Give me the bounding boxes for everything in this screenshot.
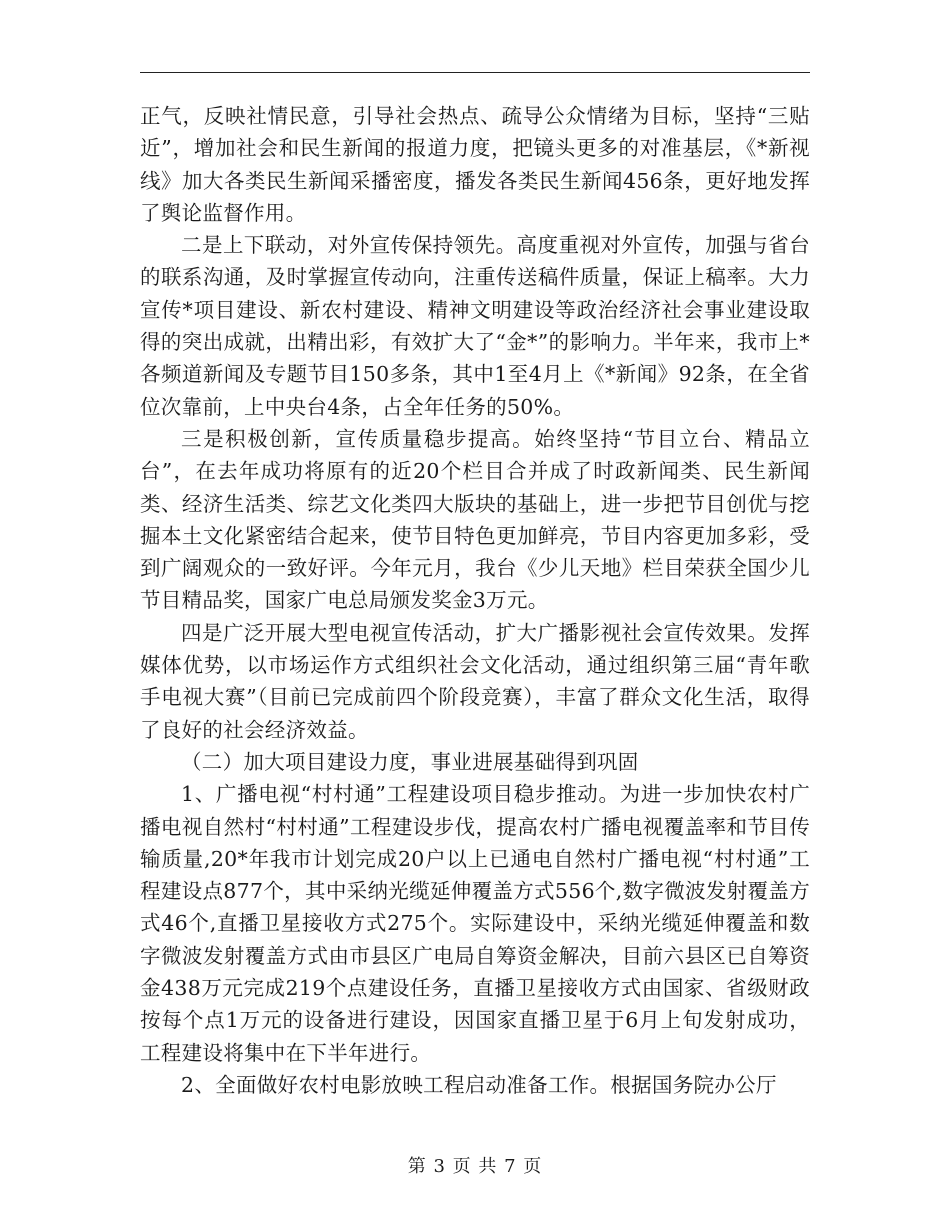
paragraph-continuation: 正气，反映社情民意，引导社会热点、疏导公众情绪为目标，坚持“三贴近”，增加社会和民生新闻的报道力度，把镜头更多的对准基层，《*新视线》加大各类民生新闻采播密度，播发各类民生新闻456条，更好地发挥了舆论监督作用。 [140, 104, 810, 225]
paragraph-innovation: 三是积极创新，宣传质量稳步提高。始终坚持“节目立台、精品立台”，在去年成功将原有的近20个栏目合并成了时政新闻类、民生新闻类、经济生活类、综艺文化类四大版块的基础上，进一步把节目创优与挖掘本土文化紧密结合起来，使节目特色更加鲜亮，节目内容更加多彩，受到广阔观众的一致好评。今年元月，我台《少儿天地》栏目荣获全国少儿节目精品奖，国家广电总局颁发奖金3万元。 [140, 426, 810, 613]
paragraph-village-coverage: 1、广播电视“村村通”工程建设项目稳步推动。为进一步加快农村广播电视自然村“村村通”工程建设步伐，提高农村广播电视覆盖率和节目传输质量,20*年我市计划完成20户以上已通电自然村广播电视“村村通”工程建设点877个，其中采纳光缆延伸覆盖方式556个,数字微波发射覆盖方式46个,直播卫星接收方式275个。实际建设中，采纳光缆延伸覆盖和数字微波发射覆盖方式由市县区广电局自筹资金解决，目前六县区已自筹资金438万元完成219个点建设任务，直播卫星接收方式由国家、省级财政按每个点1万元的设备进行建设，因国家直播卫星于6月上旬发射成功，工程建设将集中在下半年进行。 [140, 782, 810, 1065]
section-heading: （二）加大项目建设力度，事业进展基础得到巩固 [181, 749, 639, 774]
document-body [140, 100, 810, 1101]
header-rule [140, 72, 810, 73]
paragraph-external-publicity: 二是上下联动，对外宣传保持领先。高度重视对外宣传，加强与省台的联系沟通，及时掌握宣传动向，注重传送稿件质量，保证上稿率。大力宣传*项目建设、新农村建设、精神文明建设等政治经济社会事业建设取得的突出成就，出精出彩，有效扩大了“金*”的影响力。半年来，我市上*各频道新闻及专题节目150多条，其中1至4月上《*新闻》92条，在全省位次靠前，上中央台4条，占全年任务的50%。 [140, 233, 810, 419]
page-number-footer: 第 3 页 共 7 页 [407, 1156, 543, 1177]
paragraph-tv-activities: 四是广泛开展大型电视宣传活动，扩大广播影视社会宣传效果。发挥媒体优势，以市场运作方式组织社会文化活动，通过组织第三届“青年歌手电视大赛”（目前已完成前四个阶段竞赛），丰富了群众文化生活，取得了良好的社会经济效益。 [140, 620, 810, 742]
paragraph-rural-film: 2、全面做好农村电影放映工程启动准备工作。根据国务院办公厅 [181, 1072, 777, 1097]
